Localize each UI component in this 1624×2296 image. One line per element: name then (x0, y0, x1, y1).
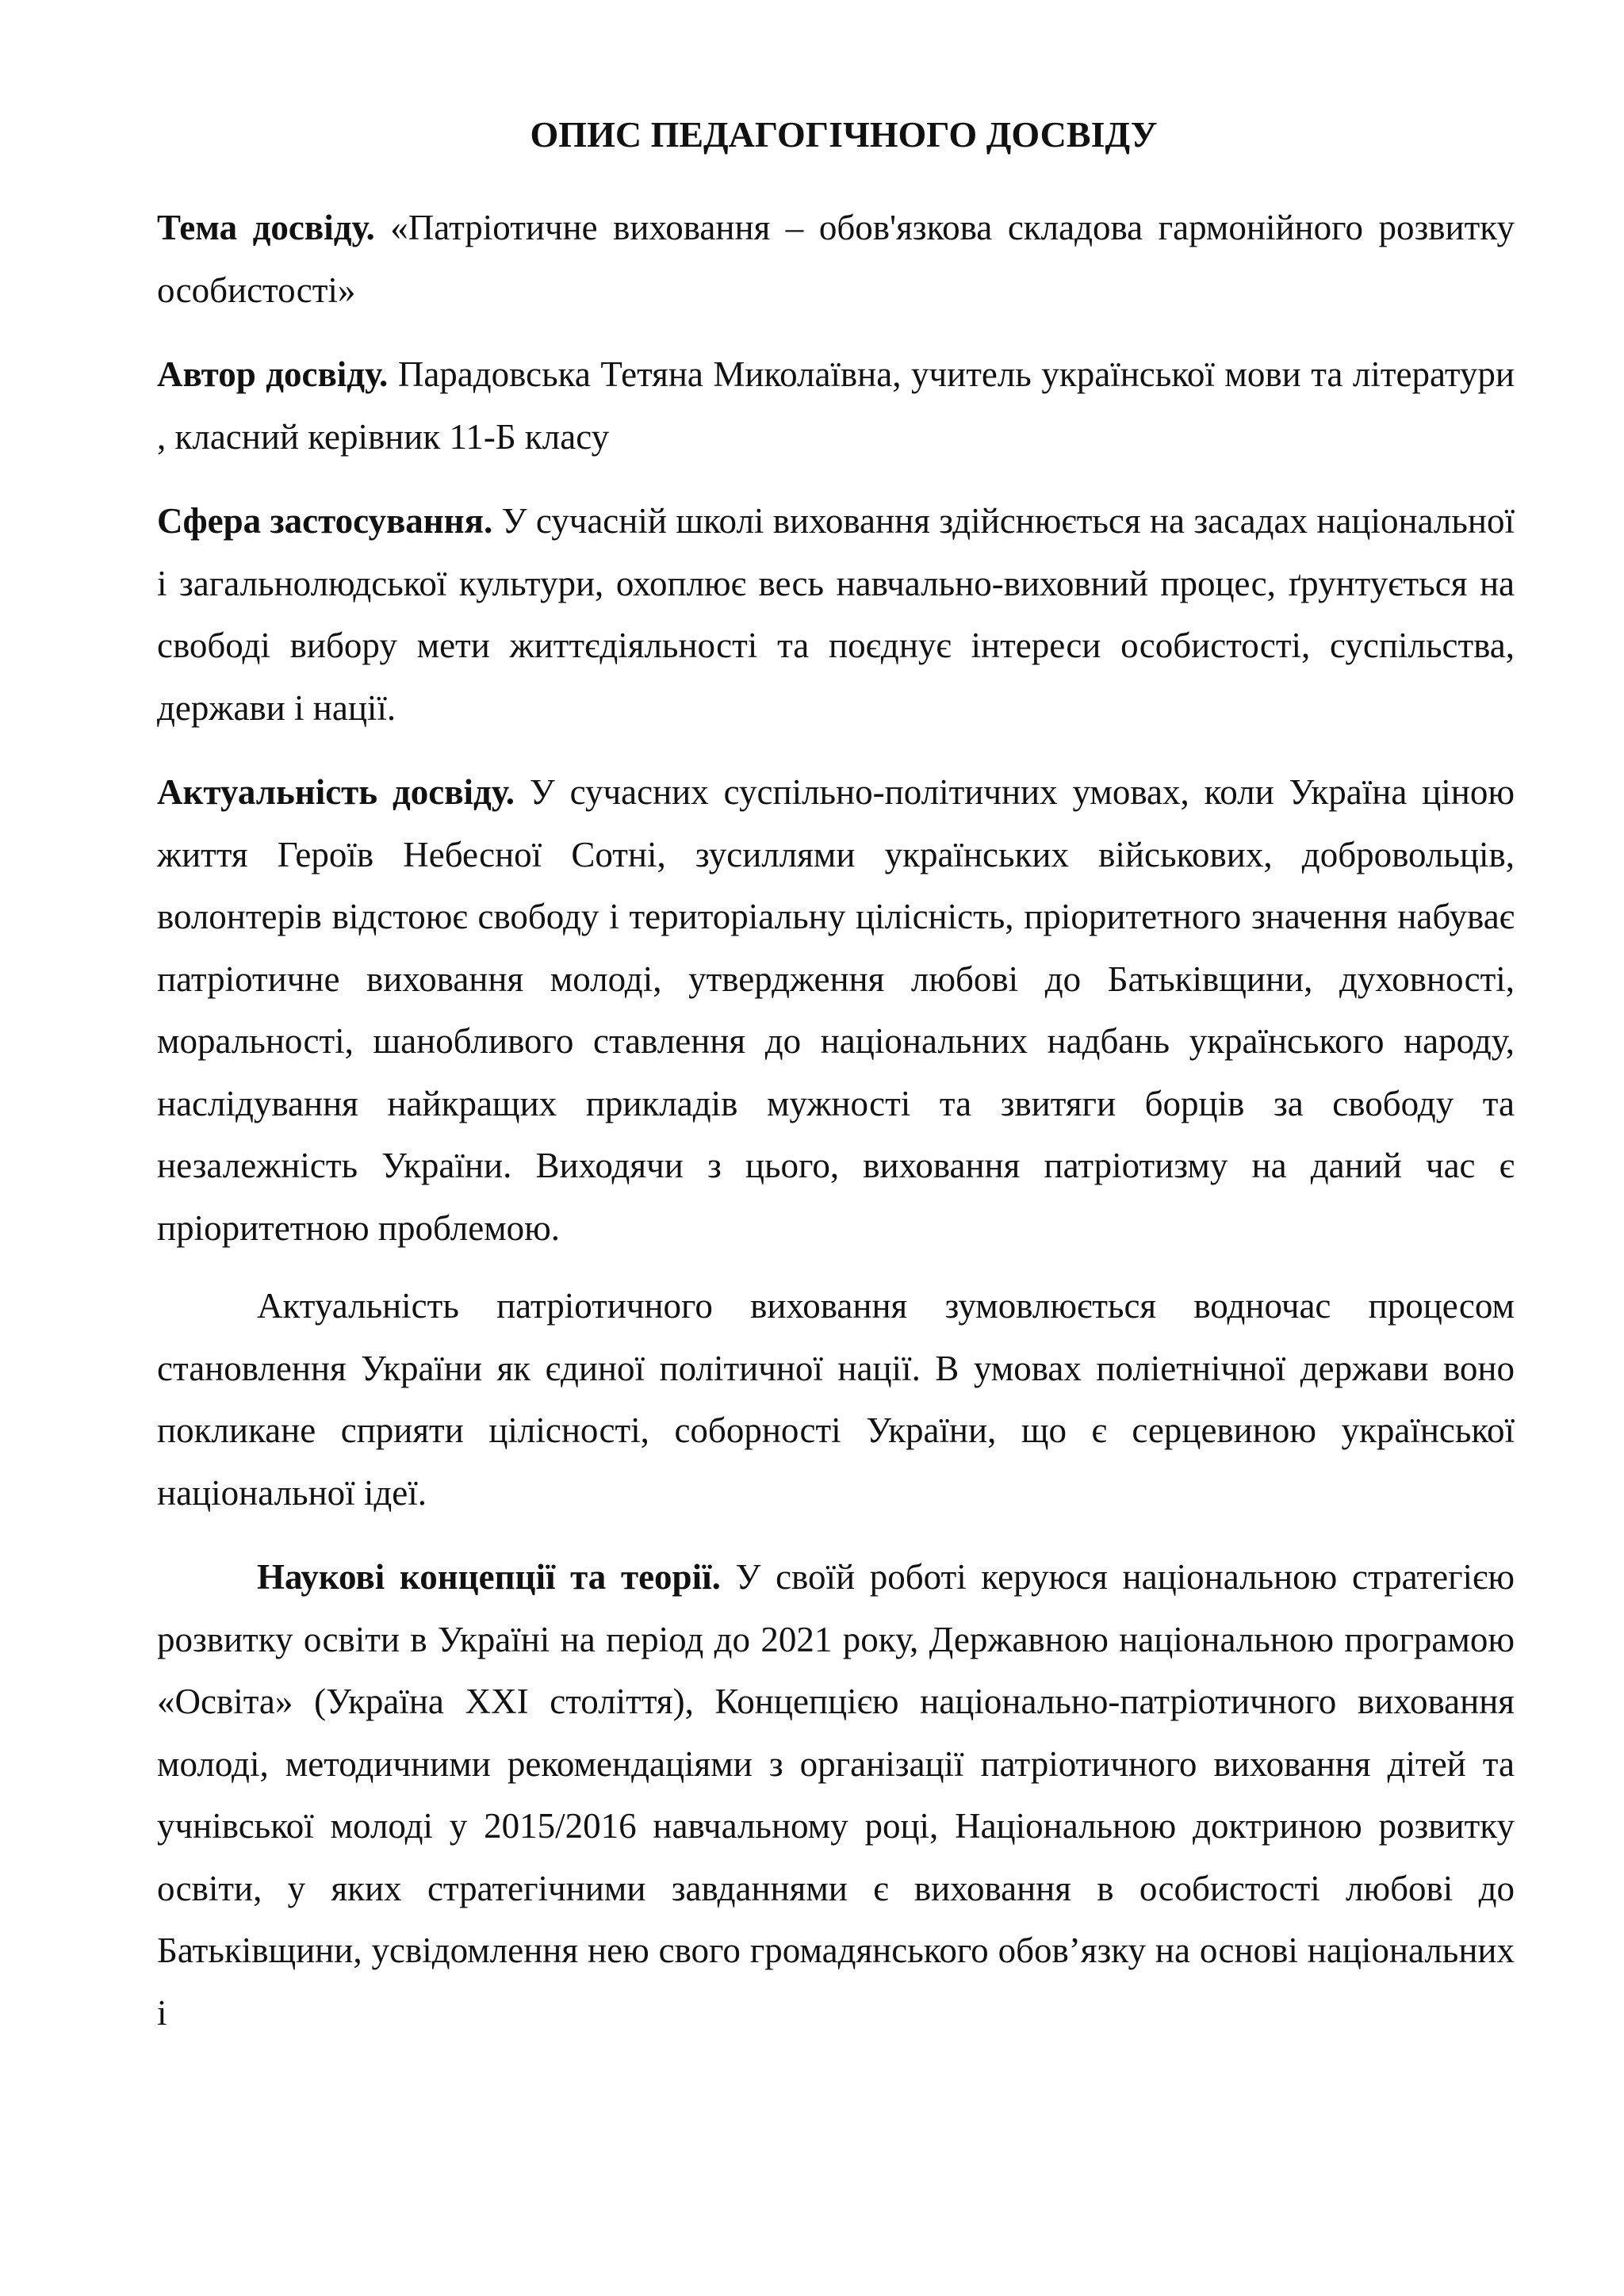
paragraph-relevance (157, 761, 1515, 1259)
paragraph-label: Сфера застосування. (157, 501, 493, 541)
document-body (157, 197, 1515, 2044)
paragraph-text: Актуальність патріотичного виховання зумовлюється водночас процесом становлення України як єдиної політичної нації. В умовах поліетнічної держави воно покликане сприяти цілісності, соборності України, що є серцевиною української національної ідеї. (157, 1286, 1515, 1513)
paragraph-concepts (157, 1546, 1515, 2044)
paragraph-label: Тема досвіду. (157, 208, 375, 247)
paragraph-label: Автор досвіду. (157, 354, 389, 394)
paragraph-label: Наукові концепції та теорії. (257, 1557, 721, 1597)
paragraph-topic (157, 197, 1515, 321)
paragraph-text: Парадовська Тетяна Миколаївна, учитель української мови та літератури , класний керівник 11-Б класу (157, 354, 1515, 457)
paragraph-relevance-continued (157, 1275, 1515, 1524)
paragraph-text: У сучасній школі виховання здійснюється на засадах національної і загальнолюдської культури, охоплює весь навчально-виховний процес, ґрунтується на свободі вибору мети життєдіяльності та поєднує інтереси особистості, суспільства, держави і нації. (157, 501, 1515, 728)
paragraph-text: «Патріотичне виховання – обов'язкова складова гармонійного розвитку особистості» (157, 208, 1515, 310)
paragraph-text: У своїй роботі керуюся національною стратегією розвитку освіти в Україні на період до 2021 року, Державною національною програмою «Освіта» (Україна XXI століття), Концепцією національно-патріотичного виховання молоді, методичними рекомендаціями з організації патріотичного виховання дітей та учнівської молоді у 2015/2016 навчальному році, Національною доктриною розвитку освіти, у яких стратегічними завданнями є виховання в особистості любові до Батьківщини, усвідомлення нею свого громадянського обов’язку на основі національних і (157, 1557, 1515, 2033)
paragraph-author (157, 343, 1515, 468)
paragraph-label: Актуальність досвіду. (157, 772, 515, 812)
document-title: ОПИС ПЕДАГОГІЧНОГО ДОСВІДУ (530, 114, 1158, 155)
paragraph-scope (157, 490, 1515, 739)
paragraph-text: У сучасних суспільно-політичних умовах, коли Україна ціною життя Героїв Небесної Сотні, зусиллями українських військових, добровольців, волонтерів відстоює свободу і територіальну цілісність, пріоритетного значення набуває патріотичне виховання молоді, утвердження любові до Батьківщини, духовності, моральності, шанобливого ставлення до національних надбань українського народу, наслідування найкращих прикладів мужності та звитяги борців за свободу та незалежність України. Виходячи з цього, виховання патріотизму на даний час є пріоритетною проблемою. (157, 772, 1515, 1248)
